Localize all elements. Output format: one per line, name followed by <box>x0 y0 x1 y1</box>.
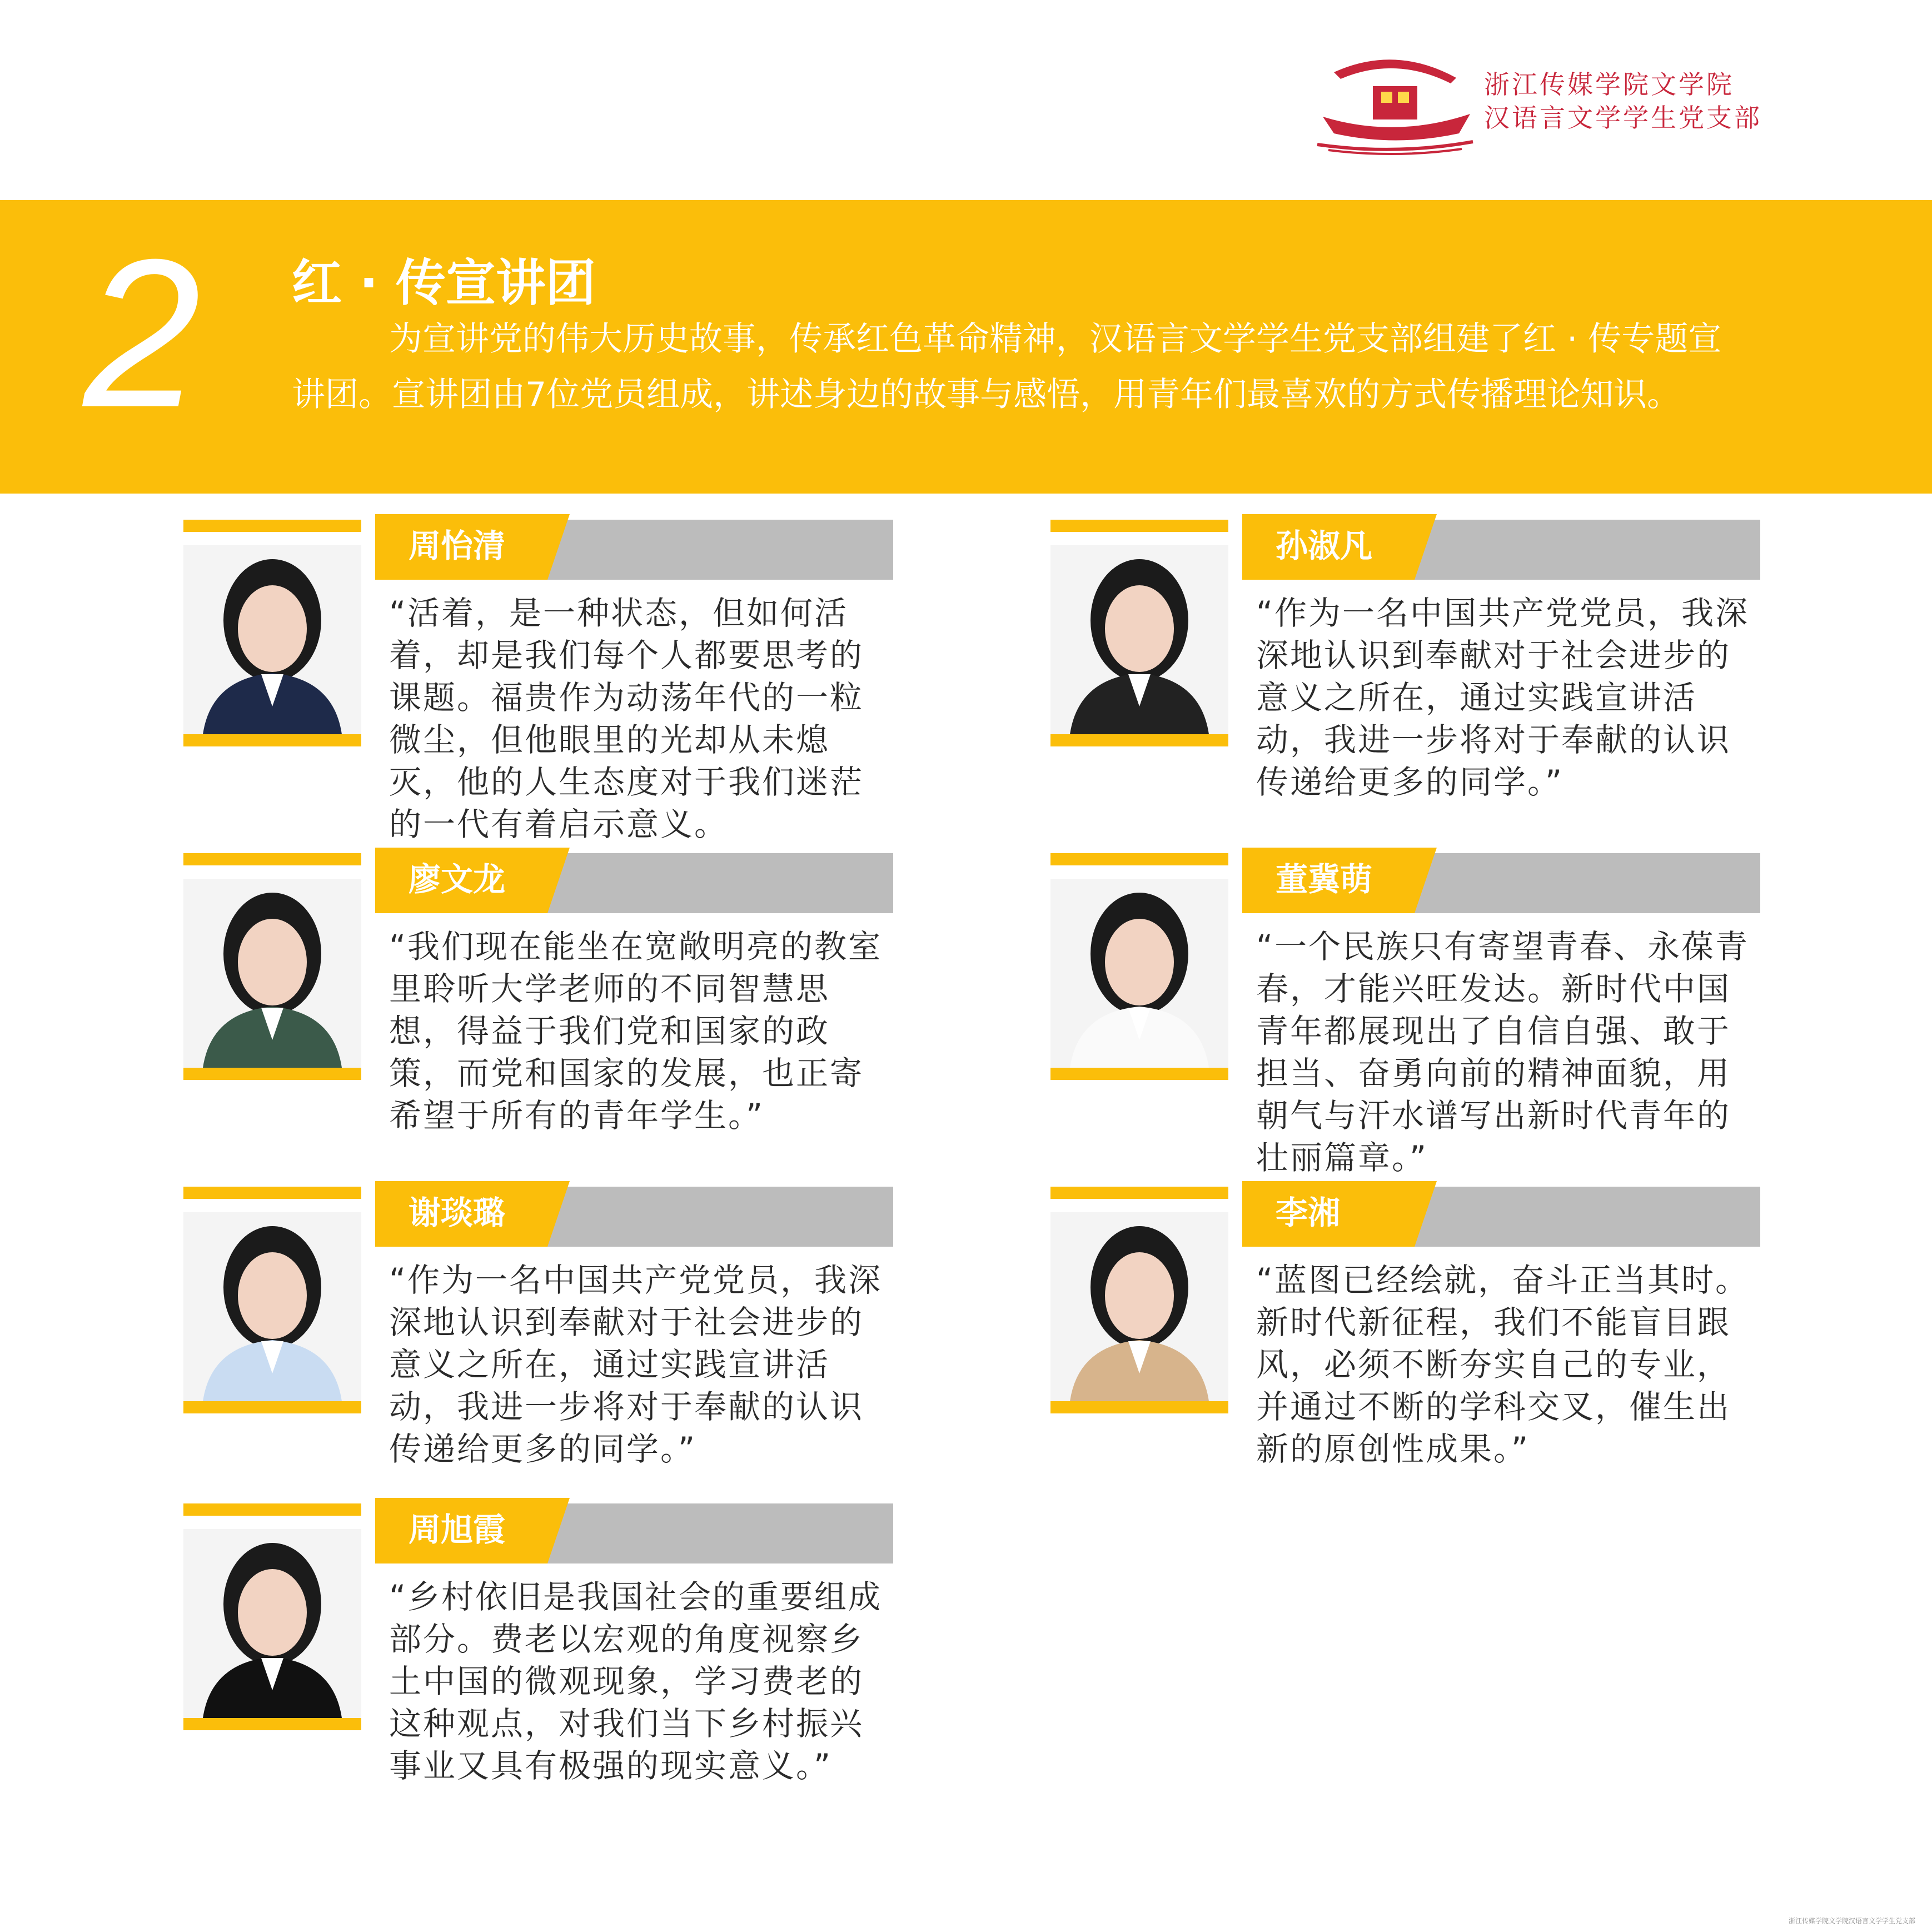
photo-bar-top <box>183 853 361 865</box>
portrait-icon <box>183 1212 361 1401</box>
portrait-icon <box>183 1529 361 1718</box>
member-photo <box>183 1212 361 1401</box>
photo-bar-bottom <box>1050 1068 1228 1080</box>
member-photo <box>183 545 361 734</box>
photo-bar-top <box>183 520 361 532</box>
member-card <box>183 1503 895 1815</box>
member-card <box>1050 853 1762 1177</box>
photo-bar-top <box>183 1503 361 1516</box>
portrait-icon <box>1050 545 1228 734</box>
name-bar <box>375 1181 893 1247</box>
member-card <box>1050 1187 1762 1498</box>
name-bar <box>1242 848 1760 913</box>
member-photo <box>1050 879 1228 1068</box>
photo-bar-top <box>1050 1187 1228 1199</box>
photo-bar-top <box>183 1187 361 1199</box>
photo-bar-top <box>1050 853 1228 865</box>
portrait-icon <box>183 879 361 1068</box>
photo-bar-bottom <box>183 1401 361 1413</box>
portrait-icon <box>1050 1212 1228 1401</box>
org-line-2: 汉语言文学学生党支部 <box>1484 103 1762 133</box>
name-bar <box>375 1498 893 1563</box>
photo-bar-bottom <box>1050 1401 1228 1413</box>
org-line-1: 浙江传媒学院文学院 <box>1484 69 1734 99</box>
member-quote: “乡村依旧是我国社会的重要组成部分。费老以宏观的角度视察乡土中国的微观现象，学习费老的这种观点，对我们当下乡村振兴事业又具有极强的现实意义。” <box>389 1578 883 1785</box>
member-photo <box>1050 1212 1228 1401</box>
photo-bar-bottom <box>183 1068 361 1080</box>
member-name: 谢琰璐 <box>409 1194 506 1232</box>
name-bar <box>375 848 893 913</box>
name-bar <box>1242 1181 1760 1247</box>
member-photo <box>1050 545 1228 734</box>
member-card <box>183 1187 895 1498</box>
photo-bar-bottom <box>183 1718 361 1730</box>
member-name: 孙淑凡 <box>1276 527 1373 565</box>
member-name: 周怡清 <box>409 527 506 565</box>
member-card <box>1050 520 1762 831</box>
member-name: 李湘 <box>1276 1194 1341 1232</box>
portrait-icon <box>183 545 361 734</box>
photo-bar-top <box>1050 520 1228 532</box>
member-name: 周旭霞 <box>409 1511 506 1548</box>
member-quote: “蓝图已经绘就，奋斗正当其时。新时代新征程，我们不能盲目跟风，必须不断夯实自己的专业，并通过不断的学科交叉，催生出新的原创性成果。” <box>1256 1261 1750 1468</box>
member-photo <box>183 879 361 1068</box>
member-card <box>183 853 895 1164</box>
photo-bar-bottom <box>183 734 361 746</box>
section-intro: 为宣讲党的伟大历史故事，传承红色革命精神，汉语言文学学生党支部组建了红 · 传专题宣讲团。宣讲团由7位党员组成，讲述身边的故事与感悟，用青年们最喜欢的方式传播理论知识。 <box>292 320 1722 414</box>
photo-bar-bottom <box>1050 734 1228 746</box>
member-name: 董冀萌 <box>1276 860 1373 898</box>
section-number: 2 <box>83 215 201 451</box>
member-quote: “作为一名中国共产党党员，我深深地认识到奉献对于社会进步的意义之所在，通过实践宣讲活动，我进一步将对于奉献的认识传递给更多的同学。” <box>1256 594 1750 801</box>
name-bar <box>1242 514 1760 580</box>
member-quote: “作为一名中国共产党党员，我深深地认识到奉献对于社会进步的意义之所在，通过实践宣讲活动，我进一步将对于奉献的认识传递给更多的同学。” <box>389 1261 883 1468</box>
member-name: 廖文龙 <box>409 860 506 898</box>
member-photo <box>183 1529 361 1718</box>
section-banner <box>0 200 1932 494</box>
section-title: 红 · 传宣讲团 <box>292 254 596 312</box>
header-logo <box>1312 50 1779 156</box>
name-bar <box>375 514 893 580</box>
portrait-icon <box>1050 879 1228 1068</box>
member-quote: “一个民族只有寄望青春、永葆青春，才能兴旺发达。新时代中国青年都展现出了自信自强、敢于担当、奋勇向前的精神面貌，用朝气与汗水谱写出新时代青年的壮丽篇章。” <box>1256 928 1750 1177</box>
org-name <box>1484 68 1762 135</box>
footer-watermark: 浙江传媒学院文学院汉语言文学学生党支部 <box>1788 1917 1915 1925</box>
red-boat-logo-icon <box>1312 50 1478 156</box>
member-card <box>183 520 895 843</box>
member-quote: “活着，是一种状态，但如何活着，却是我们每个人都要思考的课题。福贵作为动荡年代的一粒微尘，但他眼里的光却从未熄灭，他的人生态度对于我们迷茫的一代有着启示意义。 <box>389 594 864 843</box>
member-quote: “我们现在能坐在宽敞明亮的教室里聆听大学老师的不同智慧思想，得益于我们党和国家的政策，而党和国家的发展，也正寄希望于所有的青年学生。” <box>389 928 883 1134</box>
